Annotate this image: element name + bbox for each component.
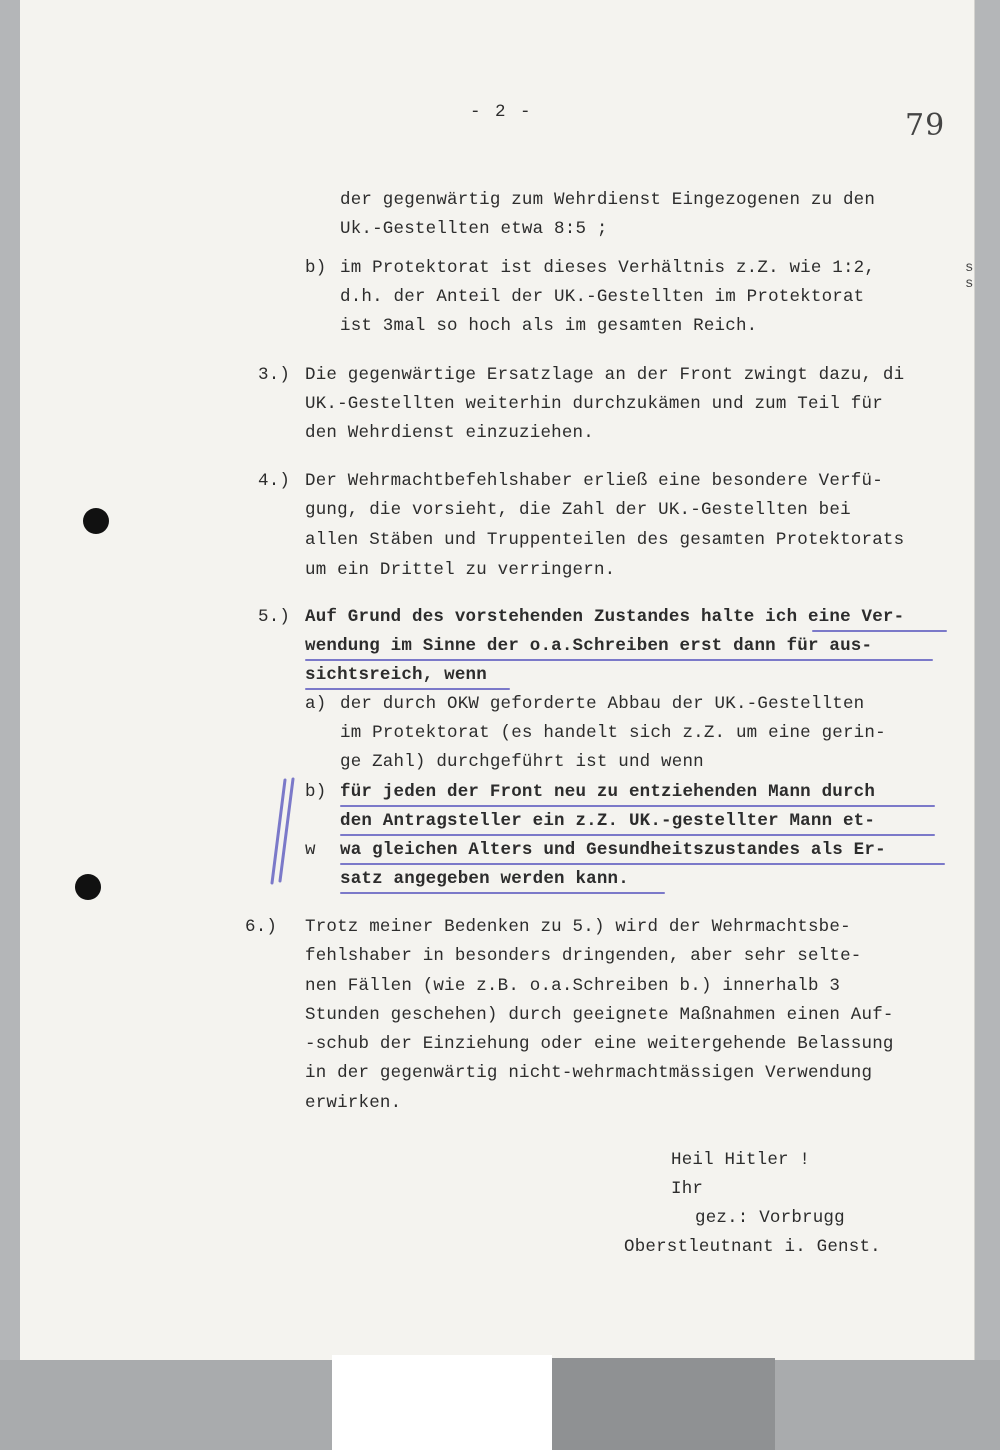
text-line: im Protektorat ist dieses Verhältnis z.Z. wie 1:2, xyxy=(340,258,876,278)
text-line: der durch OKW geforderte Abbau der UK.-Gestellten xyxy=(340,694,865,714)
text-line: Uk.-Gestellten etwa 8:5 ; xyxy=(340,219,608,239)
paragraph-marker: 4.) xyxy=(258,471,291,491)
pencil-underline xyxy=(305,688,510,690)
pencil-underline xyxy=(340,892,665,894)
text-line: fehlshaber in besonders dringenden, aber sehr selte- xyxy=(305,946,862,966)
scan-calibration-white xyxy=(332,1355,552,1450)
text-line: Die gegenwärtige Ersatzlage an der Front zwingt dazu, di xyxy=(305,365,905,385)
text-line: Der Wehrmachtbefehlshaber erließ eine besondere Verfü- xyxy=(305,471,883,491)
text-line: für jeden der Front neu zu entziehenden Mann durch xyxy=(340,782,876,802)
punch-hole-bottom xyxy=(75,874,101,900)
text-line: d.h. der Anteil der UK.-Gestellten im Protektorat xyxy=(340,287,865,307)
scan-calibration-grey xyxy=(552,1358,775,1450)
pencil-underline xyxy=(340,863,945,865)
folio-number: 79 xyxy=(905,108,946,143)
text-line: in der gegenwärtig nicht-wehrmachtmässigen Verwendung xyxy=(305,1063,873,1083)
pencil-underline xyxy=(340,805,935,807)
pencil-underline xyxy=(812,630,947,632)
text-line: den Antragsteller ein z.Z. UK.-gestellter Mann et- xyxy=(340,811,876,831)
item-marker: a) xyxy=(305,694,327,714)
page-number: - 2 - xyxy=(470,102,533,122)
pencil-underline xyxy=(305,659,933,661)
paragraph-marker: 6.) xyxy=(245,917,278,937)
text-line: wa gleichen Alters und Gesundheitszustandes als Er- xyxy=(340,840,886,860)
text-line: Trotz meiner Bedenken zu 5.) wird der Wehrmachtsbe- xyxy=(305,917,851,937)
text-line: erwirken. xyxy=(305,1093,402,1113)
edge-mark: s xyxy=(965,260,974,276)
item-marker: b) xyxy=(305,258,327,278)
closing-ihr: Ihr xyxy=(671,1179,704,1199)
text-line: ge Zahl) durchgeführt ist und wenn xyxy=(340,752,704,772)
signature-rank: Oberstleutnant i. Genst. xyxy=(624,1237,881,1257)
text-line: Stunden geschehen) durch geeignete Maßnahmen einen Auf- xyxy=(305,1005,894,1025)
punch-hole-top xyxy=(83,508,109,534)
text-line: nen Fällen (wie z.B. o.a.Schreiben b.) innerhalb 3 xyxy=(305,976,841,996)
signature-name: gez.: Vorbrugg xyxy=(695,1208,845,1228)
text-line: der gegenwärtig zum Wehrdienst Eingezogenen zu den xyxy=(340,190,876,210)
pencil-margin-mark xyxy=(262,775,302,890)
paragraph-marker: 5.) xyxy=(258,607,291,627)
text-line: allen Stäben und Truppenteilen des gesamten Protektorats xyxy=(305,530,905,550)
text-line: UK.-Gestellten weiterhin durchzukämen und zum Teil für xyxy=(305,394,883,414)
pencil-underline xyxy=(340,834,935,836)
margin-letter: w xyxy=(305,840,316,860)
text-line: ist 3mal so hoch als im gesamten Reich. xyxy=(340,316,758,336)
text-line: um ein Drittel zu verringern. xyxy=(305,560,616,580)
text-line: satz angegeben werden kann. xyxy=(340,869,629,889)
text-line: gung, die vorsieht, die Zahl der UK.-Gestellten bei xyxy=(305,500,851,520)
text-line: sichtsreich, wenn xyxy=(305,665,487,685)
paragraph-marker: 3.) xyxy=(258,365,291,385)
text-line: Auf Grund des vorstehenden Zustandes halte ich eine Ver- xyxy=(305,607,905,627)
text-line: den Wehrdienst einzuziehen. xyxy=(305,423,594,443)
salutation: Heil Hitler ! xyxy=(671,1150,811,1170)
text-line: im Protektorat (es handelt sich z.Z. um eine gerin- xyxy=(340,723,886,743)
text-line: wendung im Sinne der o.a.Schreiben erst dann für aus- xyxy=(305,636,873,656)
text-line: -schub der Einziehung oder eine weitergehende Belassung xyxy=(305,1034,894,1054)
item-marker: b) xyxy=(305,782,327,802)
edge-mark: s xyxy=(965,276,974,292)
